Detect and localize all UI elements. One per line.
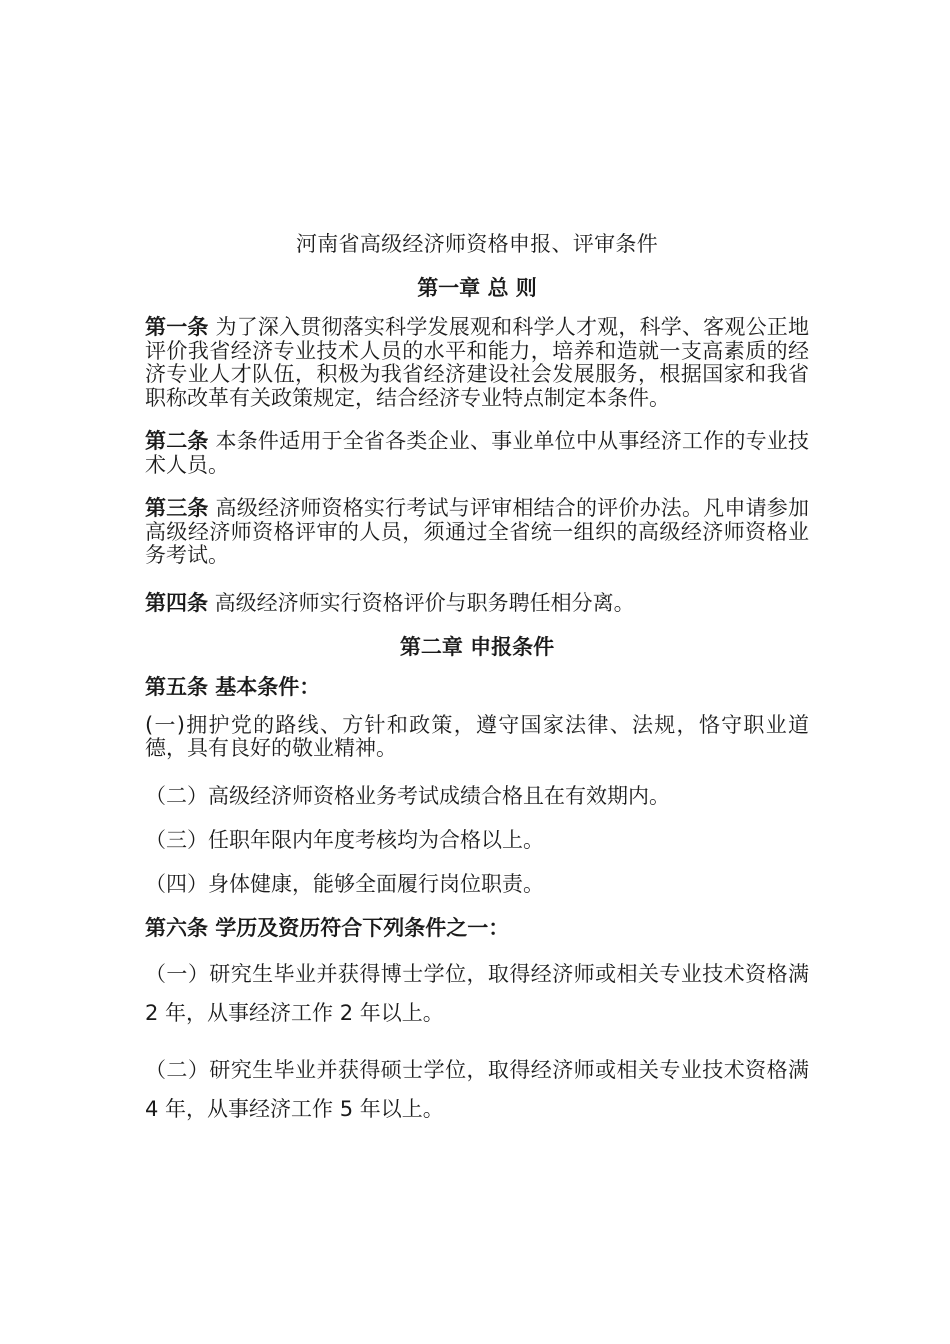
article-6-item-2: （二）研究生毕业并获得硕士学位，取得经济师或相关专业技术资格满 4 年，从事经济工作 5 年以上。 <box>145 1057 809 1121</box>
article-4 <box>145 588 809 618</box>
article-1-text: 为了深入贯彻落实科学发展观和科学人才观，科学、客观公正地评价我省经济专业技术人员的水平和能力，培养和造就一支高素质的经济专业人才队伍，积极为我省经济建设社会发展服务，根据国家和我省职称改革有关政策规定，结合经济专业特点制定本条件。 <box>145 315 809 410</box>
chapter-heading-2: 第二章 申报条件 <box>399 634 555 659</box>
article-1 <box>145 316 809 410</box>
article-4-label: 第四条 <box>145 590 208 615</box>
article-5-heading: 第五条 基本条件： <box>145 674 321 699</box>
article-5-item-3: （三）任职年限内年度考核均为合格以上。 <box>145 827 544 852</box>
article-1-label: 第一条 <box>145 315 209 339</box>
document-body <box>145 229 809 1139</box>
chapter-heading-1: 第一章 总 则 <box>417 276 537 300</box>
article-2 <box>145 430 809 477</box>
article-3 <box>145 497 809 568</box>
article-5-item-1: (一)拥护党的路线、方针和政策，遵守国家法律、法规，恪守职业道德，具有良好的敬业精神。 <box>145 712 809 760</box>
article-4-text: 高级经济师实行资格评价与职务聘任相分离。 <box>208 590 635 615</box>
article-2-label: 第二条 <box>145 429 209 453</box>
article-3-label: 第三条 <box>145 496 209 520</box>
article-6-heading: 第六条 学历及资历符合下列条件之一： <box>145 915 510 940</box>
article-5-item-4: （四）身体健康，能够全面履行岗位职责。 <box>145 871 544 896</box>
article-5-item-2: （二）高级经济师资格业务考试成绩合格且在有效期内。 <box>145 783 670 808</box>
article-3-text: 高级经济师资格实行考试与评审相结合的评价办法。凡申请参加高级经济师资格评审的人员，须通过全省统一组织的高级经济师资格业务考试。 <box>145 496 809 567</box>
document-title: 河南省高级经济师资格申报、评审条件 <box>295 232 659 256</box>
article-6-item-1: （一）研究生毕业并获得博士学位，取得经济师或相关专业技术资格满 2 年，从事经济工作 2 年以上。 <box>145 961 809 1025</box>
article-2-text: 本条件适用于全省各类企业、事业单位中从事经济工作的专业技术人员。 <box>145 429 809 477</box>
